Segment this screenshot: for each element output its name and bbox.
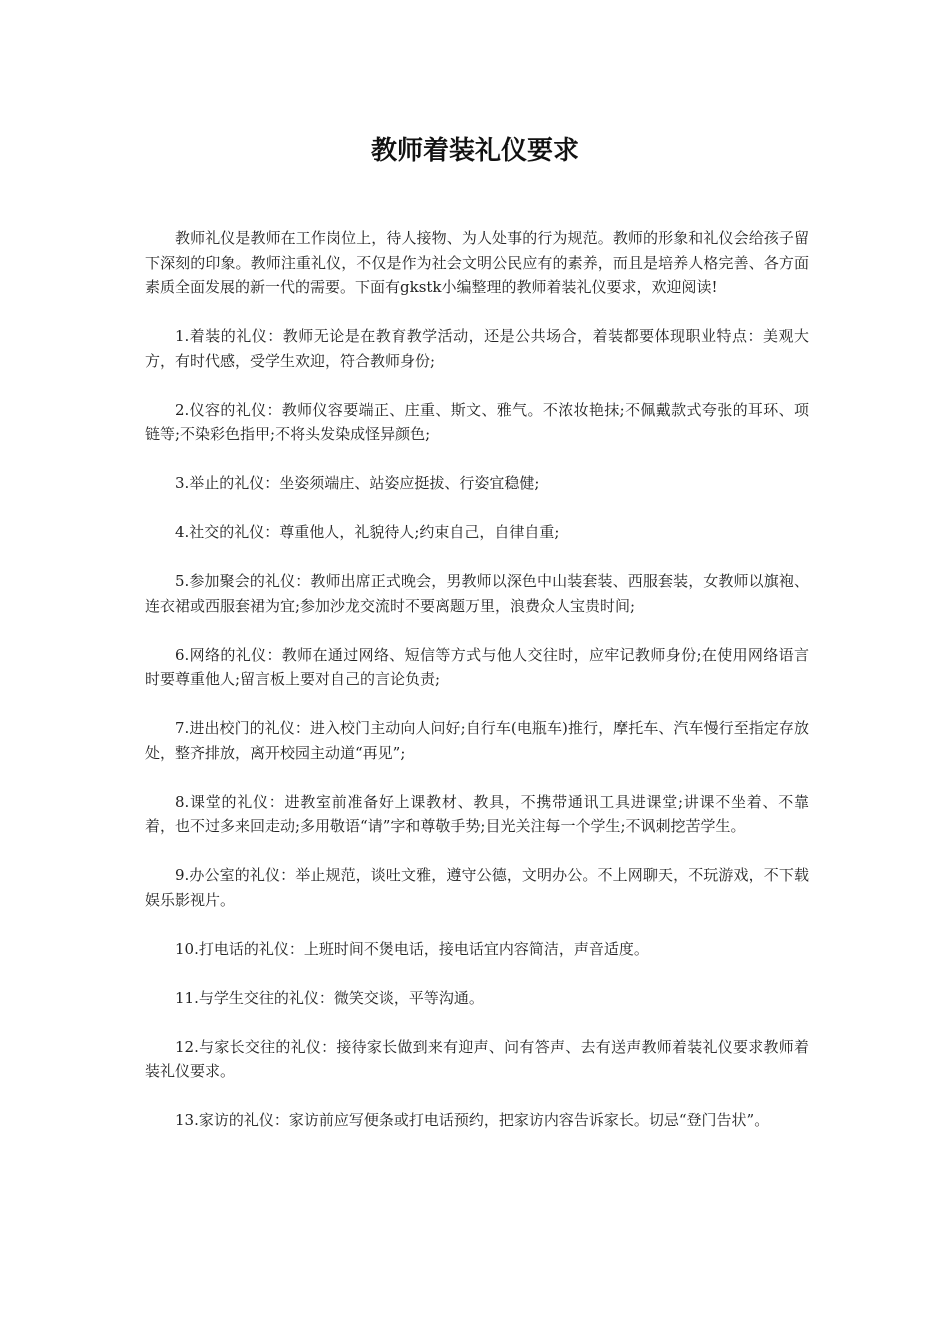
- document-body: [145, 226, 809, 1157]
- paragraph-behavior-etiquette: 3.举止的礼仪：坐姿须端庄、站姿应挺拔、行姿宜稳健;: [175, 474, 540, 492]
- paragraph-home-visit-etiquette: 13.家访的礼仪：家访前应写便条或打电话预约，把家访内容告诉家长。切忌“登门告状”。: [175, 1111, 770, 1129]
- paragraph-online-etiquette: 6.网络的礼仪：教师在通过网络、短信等方式与他人交往时，应牢记教师身份;在使用网络语言时要尊重他人;留言板上要对自己的言论负责;: [145, 645, 809, 688]
- intro-paragraph: 教师礼仪是教师在工作岗位上，待人接物、为人处事的行为规范。教师的形象和礼仪会给孩子留下深刻的印象。教师注重礼仪，不仅是作为社会文明公民应有的素养，而且是培养人格完善、各方面素质全面发展的新一代的需要。下面有gkstk小编整理的教师着装礼仪要求，欢迎阅读!: [145, 229, 809, 296]
- paragraph-dress-etiquette: 1.着装的礼仪：教师无论是在教育教学活动，还是公共场合，着装都要体现职业特点：美观大方，有时代感，受学生欢迎，符合教师身份;: [145, 327, 809, 370]
- paragraph-student-etiquette: 11.与学生交往的礼仪：微笑交谈，平等沟通。: [175, 988, 484, 1007]
- paragraph-appearance-etiquette: 2.仪容的礼仪：教师仪容要端正、庄重、斯文、雅气。不浓妆艳抹;不佩戴款式夸张的耳环、项链等;不染彩色指甲;不将头发染成怪异颜色;: [145, 400, 809, 443]
- paragraph-phone-etiquette: 10.打电话的礼仪：上班时间不煲电话，接电话宜内容简洁，声音适度。: [175, 939, 649, 958]
- paragraph-social-etiquette: 4.社交的礼仪：尊重他人，礼貌待人;约束自己，自律自重;: [175, 523, 560, 541]
- paragraph-gathering-etiquette: 5.参加聚会的礼仪：教师出席正式晚会，男教师以深色中山装套装、西服套装，女教师以旗袍、连衣裙或西服套裙为宜;参加沙龙交流时不要离题万里，浪费众人宝贵时间;: [145, 572, 809, 615]
- document-title: 教师着装礼仪要求: [370, 136, 579, 166]
- paragraph-classroom-etiquette: 8.课堂的礼仪：进教室前准备好上课教材、教具，不携带通讯工具进课堂;讲课不坐着、不靠着，也不过多来回走动;多用敬语“请”字和尊敬手势;目光关注每一个学生;不讽刺挖苦学生。: [145, 792, 809, 835]
- paragraph-parent-etiquette: 12.与家长交往的礼仪：接待家长做到来有迎声、问有答声、去有送声教师着装礼仪要求教师着装礼仪要求。: [145, 1037, 809, 1080]
- paragraph-school-gate-etiquette: 7.进出校门的礼仪：进入校门主动向人问好;自行车(电瓶车)推行，摩托车、汽车慢行至指定存放处，整齐排放，离开校园主动道“再见”;: [145, 719, 809, 762]
- paragraph-office-etiquette: 9.办公室的礼仪：举止规范，谈吐文雅，遵守公德，文明办公。不上网聊天，不玩游戏，不下载娱乐影视片。: [145, 866, 809, 909]
